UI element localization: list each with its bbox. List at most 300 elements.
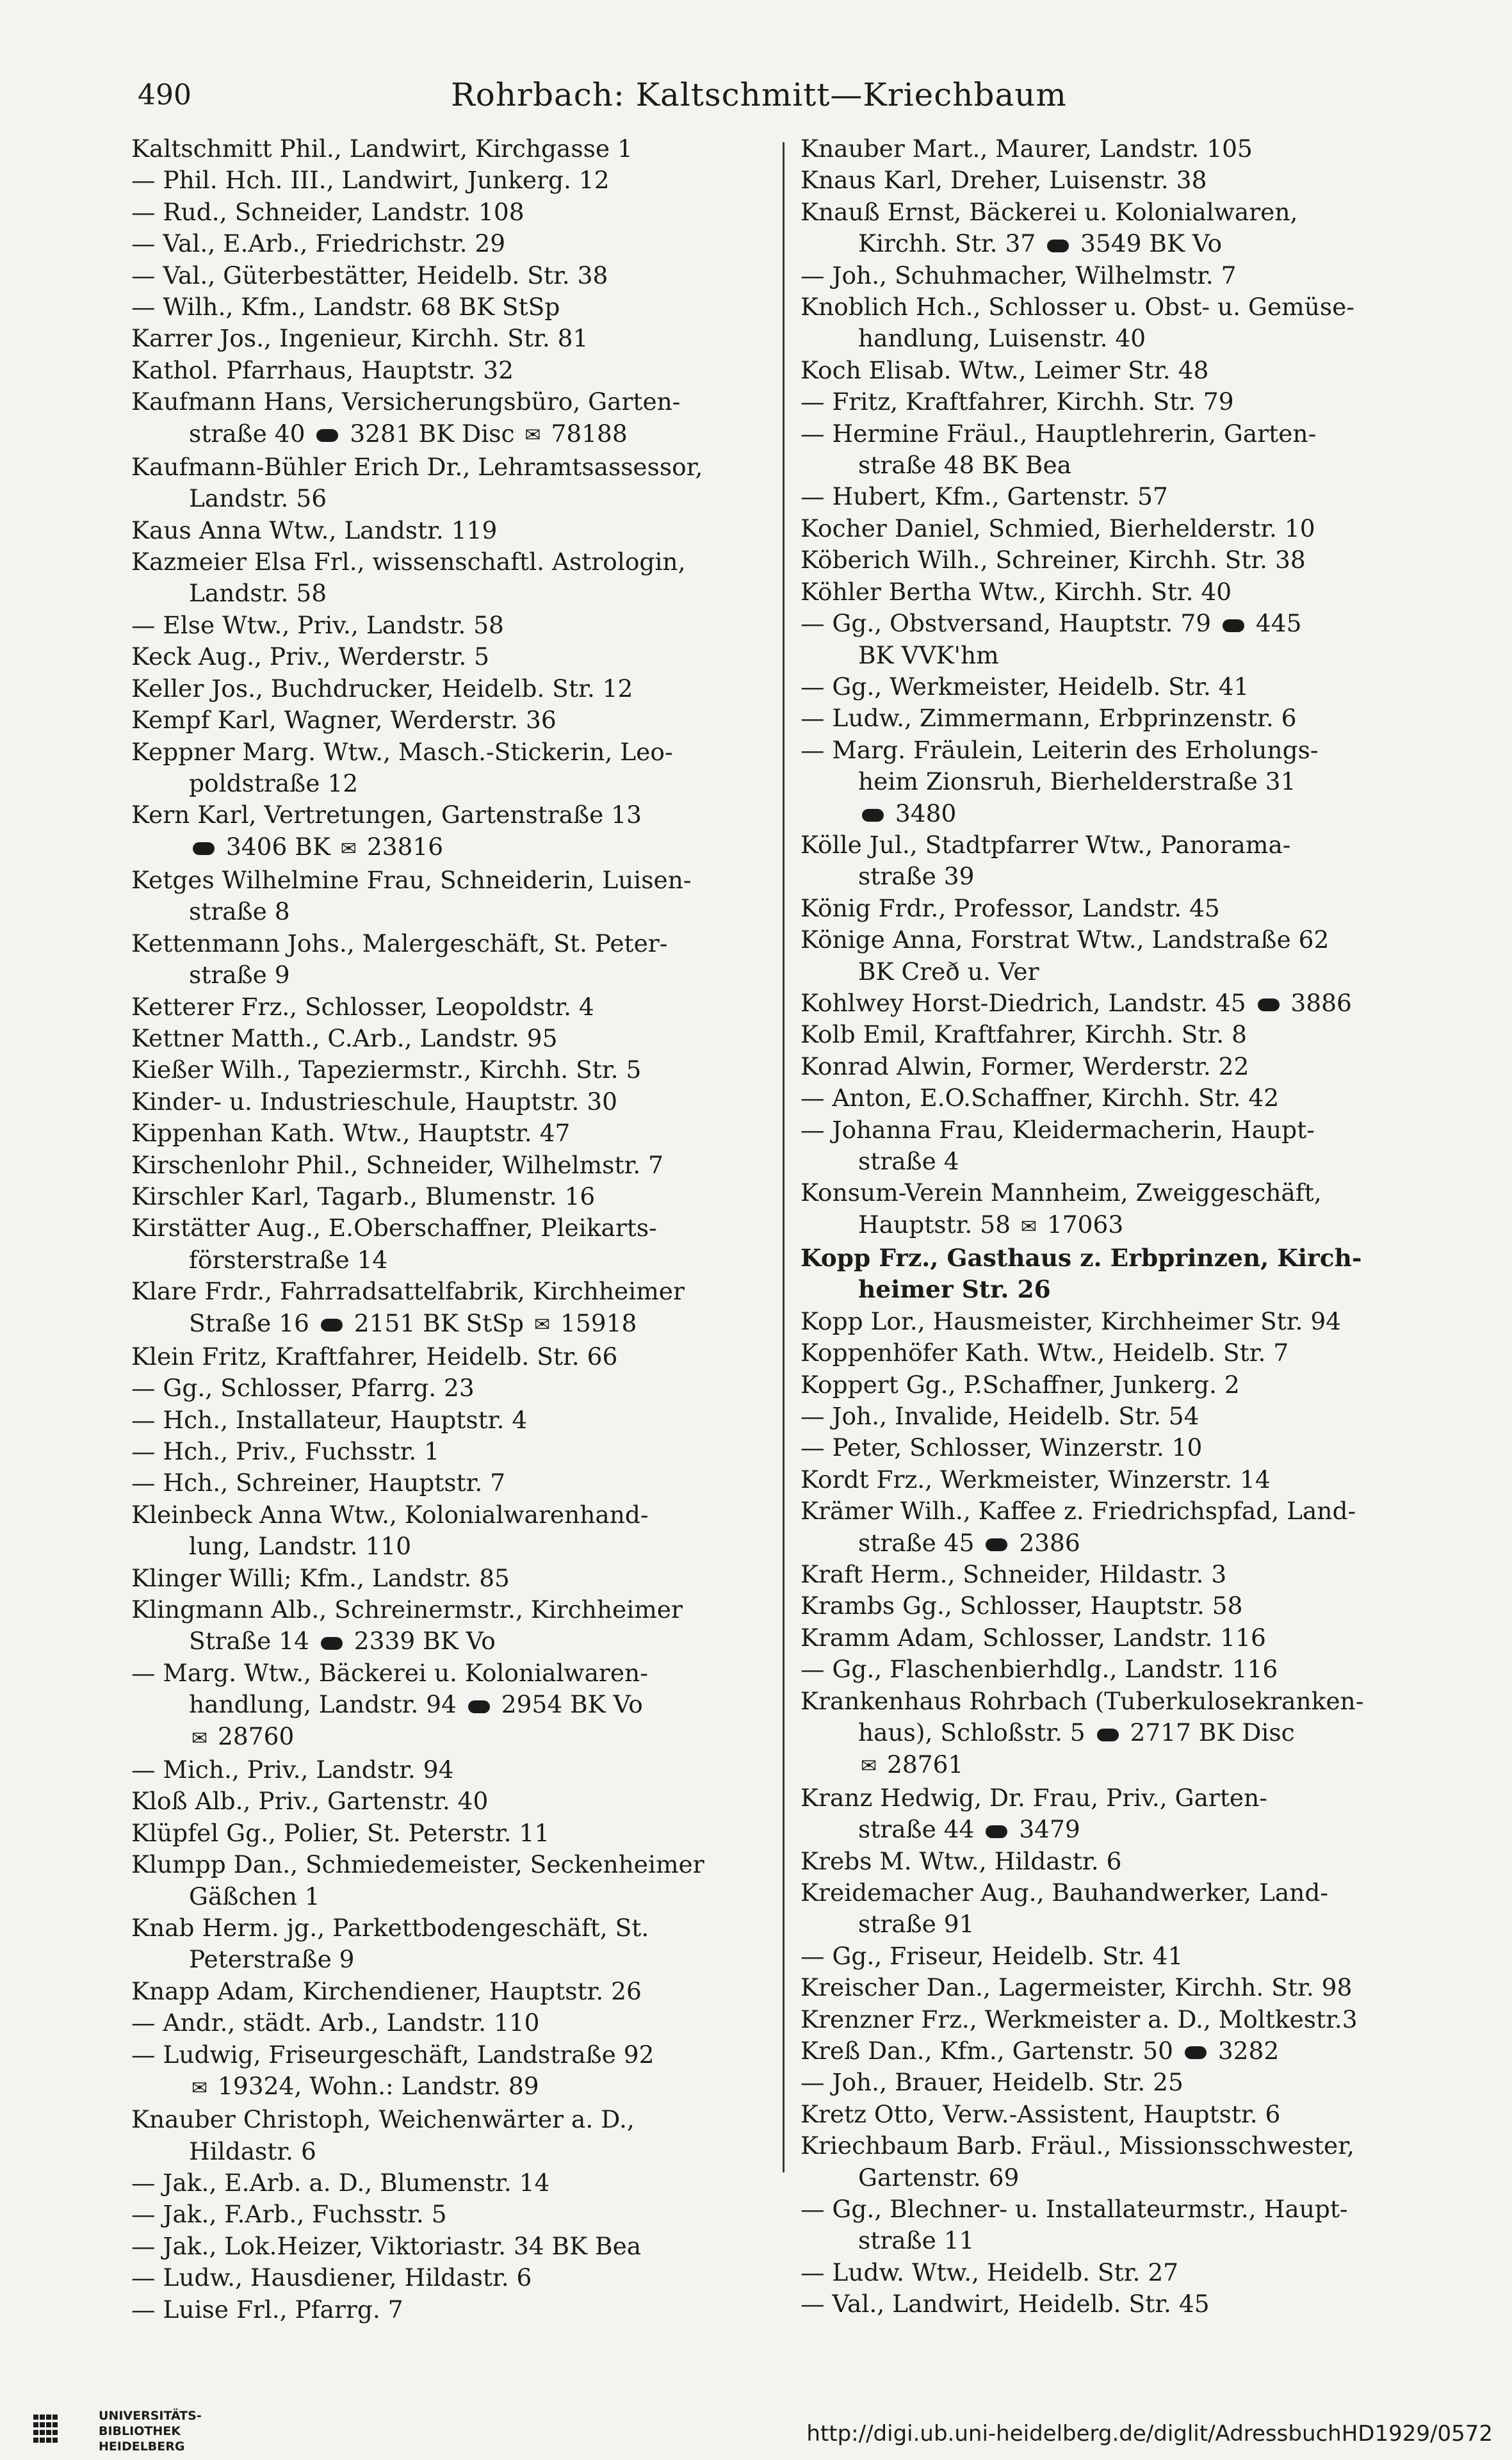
entry-line — [131, 799, 772, 831]
entry-line — [131, 1594, 772, 1625]
entry-text: Ketges Wilhelmine Frau, Schneiderin, Luisen- — [131, 865, 692, 894]
entry-text: 3480 — [888, 799, 957, 827]
entry-continuation-line — [131, 2136, 772, 2167]
source-url[interactable]: http://digi.ub.uni-heidelberg.de/diglit/AdressbuchHD1929/0572 — [806, 2421, 1493, 2447]
telephone-icon — [1185, 2046, 1207, 2059]
directory-entry — [131, 1436, 772, 1467]
entry-text: — Hch., Schreiner, Hauptstr. 7 — [131, 1469, 506, 1497]
entry-text: Koch Elisab. Wtw., Leimer Str. 48 — [801, 355, 1209, 384]
entry-text: — Anton, E.O.Schaffner, Kirchh. Str. 42 — [801, 1084, 1280, 1112]
directory-entry — [801, 576, 1402, 608]
entry-line — [801, 924, 1402, 956]
entry-text: Gäßchen 1 — [189, 1882, 320, 1910]
entry-text: haus), Schloßstr. 5 — [858, 1718, 1093, 1747]
entry-text: straße 11 — [858, 2226, 975, 2255]
directory-entry — [131, 865, 772, 928]
entry-line — [801, 1846, 1402, 1877]
directory-entry — [131, 1849, 772, 1912]
entry-text: 2954 BK Vo — [493, 1690, 643, 1719]
directory-entry — [131, 1912, 772, 1976]
entry-line — [131, 1212, 772, 1244]
entry-text: König Frdr., Professor, Landstr. 45 — [801, 893, 1220, 922]
entry-line — [801, 2035, 1402, 2067]
entry-text: straße 91 — [858, 1910, 975, 1939]
directory-entry — [131, 1276, 772, 1341]
directory-entry — [801, 2067, 1402, 2098]
entry-text: Klumpp Dan., Schmiedemeister, Seckenheimer — [131, 1850, 704, 1879]
entry-line — [131, 2167, 772, 2199]
entry-text: Kinder- u. Industrieschule, Hauptstr. 30 — [131, 1087, 617, 1116]
library-logo — [31, 2408, 202, 2454]
telephone-icon — [986, 1825, 1007, 1838]
entry-line — [131, 1499, 772, 1531]
entry-continuation-line — [801, 1146, 1402, 1177]
entry-text: Kloß Alb., Priv., Gartenstr. 40 — [131, 1787, 489, 1816]
entry-text: — Joh., Schuhmacher, Wilhelmstr. 7 — [801, 261, 1237, 289]
entry-text: Kleinbeck Anna Wtw., Kolonialwarenhand- — [131, 1500, 649, 1529]
directory-entry — [801, 924, 1402, 988]
entry-text: BK Creð u. Ver — [858, 957, 1039, 986]
directory-entry — [131, 1563, 772, 1594]
entry-line — [801, 988, 1402, 1019]
directory-entry — [131, 291, 772, 323]
entry-text: 28761 — [879, 1750, 964, 1779]
directory-entry — [131, 515, 772, 546]
entry-text: Konsum-Verein Mannheim, Zweiggeschäft, — [801, 1178, 1322, 1207]
entry-text: 2339 BK Vo — [346, 1627, 496, 1656]
entry-text: Keppner Marg. Wtw., Masch.-Stickerin, Leo- — [131, 737, 673, 766]
directory-entry — [801, 2004, 1402, 2035]
entry-text: 2151 BK StSp — [346, 1308, 532, 1337]
telephone-icon — [1223, 619, 1244, 632]
postal-account-icon: ✉ — [340, 837, 357, 860]
directory-entry — [131, 1181, 772, 1212]
directory-entry — [801, 260, 1402, 291]
entry-text: Kirschenlohr Phil., Schneider, Wilhelmstr. 7 — [131, 1150, 663, 1179]
entry-line — [801, 1177, 1402, 1209]
entry-line — [131, 641, 772, 672]
entry-line — [801, 165, 1402, 196]
directory-entry — [801, 1401, 1402, 1432]
entry-text: Karrer Jos., Ingenieur, Kirchh. Str. 81 — [131, 324, 589, 353]
entry-text: Kießer Wilh., Tapeziermstr., Kirchh. Str. 5 — [131, 1055, 642, 1084]
entry-text: straße 39 — [858, 862, 975, 891]
entry-line — [131, 928, 772, 959]
entry-text: Ketterer Frz., Schlosser, Leopoldstr. 4 — [131, 992, 594, 1021]
entry-text: Klingmann Alb., Schreinermstr., Kirchheimer — [131, 1595, 683, 1624]
entry-line — [801, 1051, 1402, 1082]
directory-entry — [801, 735, 1402, 829]
library-logo-icon — [31, 2408, 88, 2453]
entry-text: Kranz Hedwig, Dr. Frau, Priv., Garten- — [801, 1783, 1267, 1812]
entry-line — [801, 703, 1402, 734]
directory-entry — [131, 2294, 772, 2326]
entry-text: — Luise Frl., Pfarrg. 7 — [131, 2295, 403, 2324]
entry-line — [801, 2004, 1402, 2035]
entry-text: Krambs Gg., Schlosser, Hauptstr. 58 — [801, 1592, 1243, 1620]
entry-text: Kettenmann Johs., Malergeschäft, St. Peter- — [131, 929, 668, 957]
entry-text: Kopp Frz., Gasthaus z. Erbprinzen, Kirch- — [801, 1244, 1362, 1273]
entry-line — [131, 1023, 772, 1054]
entry-line — [801, 386, 1402, 418]
entry-line — [801, 1622, 1402, 1654]
entry-text: — Joh., Brauer, Heidelb. Str. 25 — [801, 2068, 1183, 2097]
entry-text: — Hch., Installateur, Hauptstr. 4 — [131, 1405, 528, 1434]
entry-text: 445 — [1248, 609, 1302, 638]
entry-continuation-line — [131, 1625, 772, 1657]
directory-entry — [801, 165, 1402, 196]
entry-line — [131, 705, 772, 736]
entry-text: — Rud., Schneider, Landstr. 108 — [131, 197, 524, 226]
entry-text: — Gg., Obstversand, Hauptstr. 79 — [801, 609, 1219, 638]
entry-line — [131, 1976, 772, 2007]
entry-text: 23816 — [359, 832, 444, 861]
entry-text: Kordt Frz., Werkmeister, Winzerstr. 14 — [801, 1465, 1271, 1494]
postal-account-icon: ✉ — [524, 424, 541, 447]
postal-account-icon: ✉ — [861, 1755, 877, 1778]
directory-entry — [801, 1177, 1402, 1242]
entry-continuation-line — [801, 798, 1402, 829]
directory-entry — [131, 641, 772, 672]
entry-text: — Mich., Priv., Landstr. 94 — [131, 1755, 454, 1784]
entry-text: — Ludw., Zimmermann, Erbprinzenstr. 6 — [801, 704, 1297, 733]
entry-text: BK VVK'hm — [858, 640, 999, 669]
entry-line — [801, 133, 1402, 165]
entry-text: Knab Herm. jg., Parkettbodengeschäft, St. — [131, 1913, 649, 1942]
entry-continuation-line — [131, 831, 772, 865]
entry-text: Kopp Lor., Hausmeister, Kirchheimer Str. 94 — [801, 1307, 1342, 1335]
entry-text: 28760 — [210, 1722, 295, 1750]
entry-line — [801, 1019, 1402, 1050]
entry-line — [131, 737, 772, 768]
entry-line — [801, 355, 1402, 386]
entry-line — [131, 1118, 772, 1149]
entry-line — [131, 1849, 772, 1880]
entry-text: Kern Karl, Vertretungen, Gartenstraße 13 — [131, 801, 642, 829]
entry-text: straße 40 — [189, 419, 313, 448]
entry-line — [131, 2039, 772, 2071]
telephone-icon — [986, 1538, 1007, 1551]
entry-text: Knaus Karl, Dreher, Luisenstr. 38 — [801, 166, 1207, 195]
entry-text: Krebs M. Wtw., Hildastr. 6 — [801, 1846, 1122, 1875]
entry-line — [801, 2257, 1402, 2288]
entry-text: Kreischer Dan., Lagermeister, Kirchh. Str. 98 — [801, 1973, 1353, 2002]
directory-entry — [801, 291, 1402, 355]
directory-entry — [801, 1559, 1402, 1590]
entry-text: Peterstraße 9 — [189, 1945, 355, 1974]
entry-text: — Ludwig, Friseurgeschäft, Landstraße 92 — [131, 2040, 654, 2069]
entry-line — [801, 1590, 1402, 1622]
entry-text: försterstraße 14 — [189, 1245, 388, 1274]
entry-text: 3886 — [1283, 988, 1352, 1017]
directory-entry — [131, 1658, 772, 1754]
entry-text: handlung, Luisenstr. 40 — [858, 324, 1146, 353]
entry-text: Kölle Jul., Stadtpfarrer Wtw., Panorama- — [801, 830, 1291, 859]
entry-text: lung, Landstr. 110 — [189, 1532, 412, 1561]
entry-text: Kreidemacher Aug., Bauhandwerker, Land- — [801, 1878, 1329, 1907]
entry-text: Kohlwey Horst-Diedrich, Landstr. 45 — [801, 988, 1254, 1017]
directory-entry — [131, 799, 772, 865]
telephone-icon — [316, 429, 338, 442]
entry-text: — Ludw., Hausdiener, Hildastr. 6 — [131, 2263, 532, 2292]
entry-text: Landstr. 58 — [189, 579, 327, 608]
logo-text-line: UNIVERSITÄTS- — [99, 2409, 202, 2423]
entry-text: — Gg., Friseur, Heidelb. Str. 41 — [801, 1941, 1183, 1970]
running-title: Rohrbach: Kaltschmitt—Kriechbaum — [451, 76, 1067, 113]
entry-text: Kippenhan Kath. Wtw., Hauptstr. 47 — [131, 1119, 571, 1148]
entry-text: heim Zionsruh, Bierhelderstraße 31 — [858, 767, 1296, 796]
entry-text: Kirschler Karl, Tagarb., Blumenstr. 16 — [131, 1182, 596, 1210]
entry-text: Hauptstr. 58 — [858, 1210, 1018, 1239]
entry-line — [131, 1341, 772, 1373]
directory-entry — [131, 260, 772, 291]
directory-entry — [801, 1622, 1402, 1654]
entry-line — [131, 1436, 772, 1467]
entry-line — [131, 1086, 772, 1118]
directory-entry — [801, 608, 1402, 671]
directory-entry — [801, 197, 1402, 260]
directory-entry — [131, 1499, 772, 1563]
directory-entry — [131, 1594, 772, 1658]
entry-text: Kettner Matth., C.Arb., Landstr. 95 — [131, 1023, 558, 1052]
directory-entry — [131, 323, 772, 354]
directory-entry — [801, 1306, 1402, 1337]
entry-line — [801, 2130, 1402, 2162]
entry-line — [131, 1563, 772, 1594]
entry-continuation-line — [131, 959, 772, 991]
entry-text: straße 4 — [858, 1147, 959, 1175]
logo-text-line: HEIDELBERG — [99, 2440, 185, 2454]
entry-text: Knoblich Hch., Schlosser u. Obst- u. Gemüse- — [801, 293, 1354, 322]
directory-entry — [801, 2099, 1402, 2130]
entry-text: — Val., Güterbestätter, Heidelb. Str. 38 — [131, 261, 608, 289]
entry-text: — Joh., Invalide, Heidelb. Str. 54 — [801, 1402, 1199, 1431]
entry-line — [801, 291, 1402, 323]
entry-continuation-line — [801, 1814, 1402, 1845]
entry-continuation-line — [801, 1717, 1402, 1748]
directory-entry — [131, 1150, 772, 1181]
telephone-icon — [321, 1637, 343, 1650]
directory-entry — [131, 928, 772, 991]
entry-text: Knauß Ernst, Bäckerei u. Kolonialwaren, — [801, 197, 1298, 226]
postal-account-icon: ✉ — [191, 1727, 208, 1750]
entry-text: Klinger Willi; Kfm., Landstr. 85 — [131, 1563, 510, 1592]
entry-text: — Gg., Werkmeister, Heidelb. Str. 41 — [801, 672, 1249, 701]
entry-line — [801, 576, 1402, 608]
entry-continuation-line — [801, 1527, 1402, 1559]
directory-entry — [801, 1972, 1402, 2003]
entry-line — [801, 1114, 1402, 1146]
entry-text: Knauber Christoph, Weichenwärter a. D., — [131, 2105, 635, 2134]
entry-line — [801, 2099, 1402, 2130]
entry-continuation-line — [801, 861, 1402, 892]
entry-line — [131, 1912, 772, 1944]
directory-entry — [801, 1242, 1402, 1306]
entry-continuation-line — [131, 1531, 772, 1562]
entry-text: Keck Aug., Priv., Werderstr. 5 — [131, 642, 490, 671]
entry-text: Koppenhöfer Kath. Wtw., Heidelb. Str. 7 — [801, 1339, 1289, 1367]
entry-text: 3549 BK Vo — [1073, 229, 1223, 258]
entry-line — [131, 2199, 772, 2230]
entry-line — [131, 2262, 772, 2293]
entry-continuation-line — [801, 323, 1402, 354]
telephone-icon — [1097, 1729, 1119, 1741]
page-number: 490 — [138, 78, 191, 111]
entry-text: straße 44 — [858, 1815, 982, 1844]
entry-text: Kriechbaum Barb. Fräul., Missionsschwester, — [801, 2131, 1354, 2160]
entry-continuation-line — [131, 768, 772, 799]
directory-entry — [801, 1337, 1402, 1369]
entry-line — [131, 1467, 772, 1499]
entry-text: Kramm Adam, Schlosser, Landstr. 116 — [801, 1623, 1266, 1652]
entry-continuation-line — [131, 418, 772, 452]
telephone-icon — [862, 809, 884, 822]
entry-text: — Hubert, Kfm., Gartenstr. 57 — [801, 482, 1168, 511]
entry-line — [131, 673, 772, 705]
directory-entry — [801, 1051, 1402, 1082]
page-header — [138, 69, 1380, 120]
directory-entry — [801, 2194, 1402, 2257]
telephone-icon — [321, 1319, 343, 1332]
entry-text: Straße 16 — [189, 1308, 317, 1337]
entry-text: Kaus Anna Wtw., Landstr. 119 — [131, 516, 498, 544]
entry-continuation-line — [801, 956, 1402, 988]
entry-line — [131, 2231, 772, 2262]
entry-text: Kaltschmitt Phil., Landwirt, Kirchgasse 1 — [131, 134, 633, 163]
entry-text: 3406 BK — [218, 832, 338, 861]
directory-entry — [801, 1654, 1402, 1685]
entry-line — [801, 671, 1402, 703]
entry-line — [131, 1754, 772, 1786]
entry-line — [801, 1877, 1402, 1909]
directory-entry — [801, 1782, 1402, 1846]
entry-line — [801, 481, 1402, 512]
entry-line — [131, 1405, 772, 1436]
entry-line — [131, 355, 772, 386]
entry-text: 15918 — [553, 1308, 637, 1337]
directory-entry — [801, 2130, 1402, 2194]
entry-text: Könige Anna, Forstrat Wtw., Landstraße 62 — [801, 925, 1329, 954]
entry-continuation-line — [131, 1308, 772, 1341]
entry-text: — Hch., Priv., Fuchsstr. 1 — [131, 1437, 440, 1466]
entry-text: Köhler Bertha Wtw., Kirchh. Str. 40 — [801, 577, 1232, 606]
directory-entry — [801, 893, 1402, 924]
entry-text: — Peter, Schlosser, Winzerstr. 10 — [801, 1433, 1203, 1462]
directory-entry — [801, 1846, 1402, 1877]
entry-line — [131, 228, 772, 259]
entry-continuation-line — [801, 228, 1402, 259]
entry-text: Klare Frdr., Fahrradsattelfabrik, Kirchheimer — [131, 1277, 685, 1306]
entry-text: — Marg. Wtw., Bäckerei u. Kolonialwaren- — [131, 1658, 648, 1687]
entry-line — [801, 2194, 1402, 2225]
entry-text: Klein Fritz, Kraftfahrer, Heidelb. Str. 66 — [131, 1342, 618, 1371]
entry-line — [801, 1654, 1402, 1685]
entry-text: — Wilh., Kfm., Landstr. 68 BK StSp — [131, 293, 560, 322]
entry-text: — Jak., Lok.Heizer, Viktoriastr. 34 BK Bea — [131, 2231, 642, 2260]
entry-text: Krenzner Frz., Werkmeister a. D., Moltkestr.3 — [801, 2005, 1358, 2033]
page-footer — [0, 2370, 1512, 2460]
entry-line — [801, 1337, 1402, 1369]
entry-line — [801, 1242, 1402, 1274]
entry-text: Kazmeier Elsa Frl., wissenschaftl. Astrologin, — [131, 548, 686, 576]
entry-line — [801, 1082, 1402, 1114]
directory-entry — [801, 418, 1402, 482]
entry-line — [801, 418, 1402, 450]
entry-continuation-line — [801, 450, 1402, 481]
directory-entry — [131, 1373, 772, 1404]
entry-text: Kaufmann-Bühler Erich Dr., Lehramtsassessor, — [131, 452, 703, 481]
entry-continuation-line — [131, 896, 772, 927]
entry-line — [131, 1786, 772, 1817]
entry-continuation-line — [131, 1881, 772, 1912]
entry-text: 78188 — [543, 419, 628, 448]
telephone-icon — [1047, 240, 1069, 252]
directory-entry — [801, 2257, 1402, 2288]
directory-entry — [131, 1467, 772, 1499]
entry-continuation-line — [131, 1689, 772, 1720]
entry-text: — Gg., Blechner- u. Installateurmstr., Haupt- — [801, 2195, 1348, 2223]
entry-continuation-line — [131, 1244, 772, 1276]
entry-line — [131, 546, 772, 578]
directory-entry — [131, 1023, 772, 1054]
entry-text: Konrad Alwin, Former, Werderstr. 22 — [801, 1052, 1249, 1080]
entry-text: poldstraße 12 — [189, 769, 359, 797]
entry-line — [801, 1686, 1402, 1717]
directory-entry — [131, 546, 772, 610]
entry-text: Gartenstr. 69 — [858, 2163, 1020, 2192]
entry-line — [131, 1373, 772, 1404]
entry-line — [801, 893, 1402, 924]
entry-text: — Gg., Flaschenbierhdlg., Landstr. 116 — [801, 1655, 1278, 1684]
entry-line — [131, 1276, 772, 1307]
entry-line — [801, 260, 1402, 291]
entry-line — [131, 165, 772, 196]
entry-text: 3282 — [1210, 2036, 1280, 2065]
entry-line — [801, 2067, 1402, 2098]
entry-text: — Gg., Schlosser, Pfarrg. 23 — [131, 1374, 475, 1403]
entry-continuation-line — [801, 2225, 1402, 2256]
entry-text: — Else Wtw., Priv., Landstr. 58 — [131, 610, 504, 639]
entry-line — [131, 1181, 772, 1212]
directory-entry — [131, 1118, 772, 1149]
entry-line — [131, 1818, 772, 1849]
directory-entry — [131, 1341, 772, 1373]
directory-entry — [131, 1086, 772, 1118]
directory-entry — [131, 452, 772, 515]
postal-account-icon: ✉ — [191, 2076, 208, 2099]
directory-entry — [801, 988, 1402, 1019]
entry-line — [801, 2288, 1402, 2320]
entry-text: Krämer Wilh., Kaffee z. Friedrichspfad, Land- — [801, 1497, 1356, 1526]
directory-entry — [131, 1976, 772, 2007]
entry-text: — Val., E.Arb., Friedrichstr. 29 — [131, 229, 506, 258]
directory-entry — [801, 1369, 1402, 1401]
left-column — [131, 133, 772, 2324]
postal-account-icon: ✉ — [534, 1314, 551, 1337]
entry-line — [801, 1432, 1402, 1463]
entry-line — [801, 1559, 1402, 1590]
entry-line — [801, 1972, 1402, 2003]
entry-line — [801, 544, 1402, 576]
entry-text: — Val., Landwirt, Heidelb. Str. 45 — [801, 2290, 1210, 2318]
entry-text: — Johanna Frau, Kleidermacherin, Haupt- — [801, 1115, 1315, 1144]
logo-text-line: BIBLIOTHEK — [99, 2424, 181, 2438]
library-logo-text — [99, 2408, 202, 2454]
entry-line — [801, 1401, 1402, 1432]
column-divider — [783, 142, 784, 2172]
entry-line — [131, 323, 772, 354]
entry-text: Krankenhaus Rohrbach (Tuberkulosekranken- — [801, 1686, 1364, 1715]
